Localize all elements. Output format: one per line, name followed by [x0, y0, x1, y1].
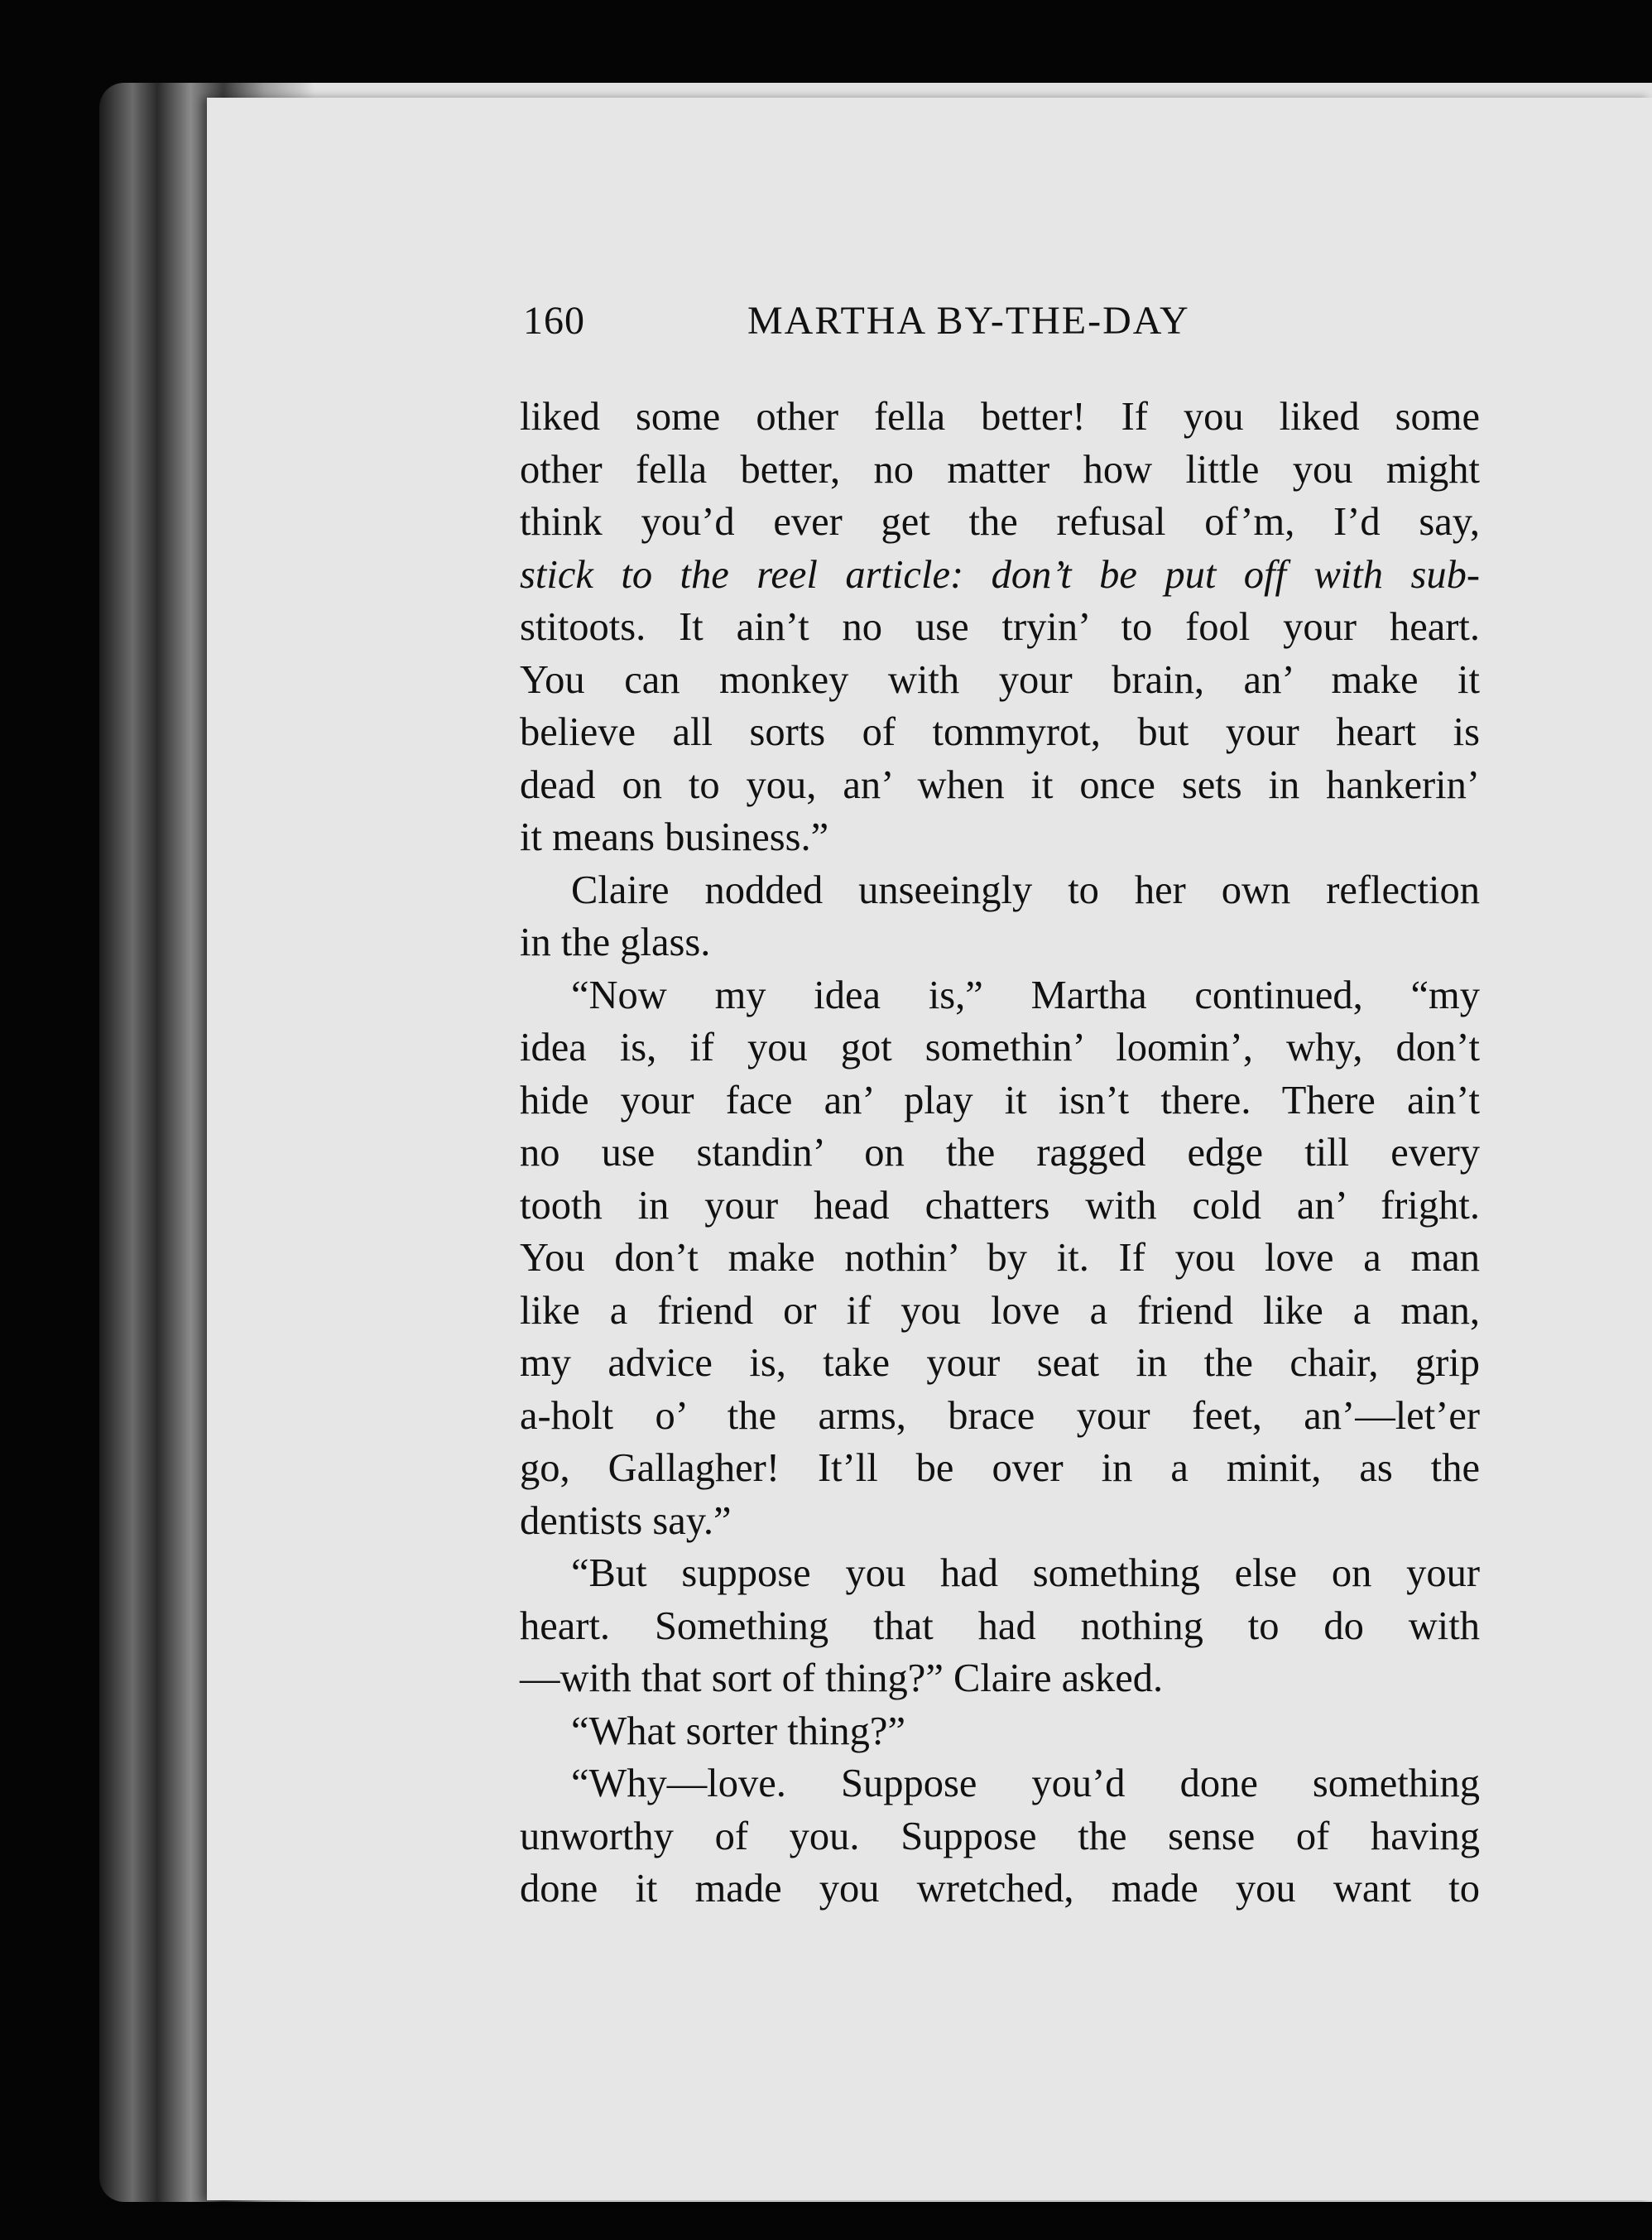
text-line-28: unworthy of you. Suppose the sense of having	[520, 1814, 1480, 1858]
text-line-24: heart. Something that had nothing to do with	[520, 1603, 1480, 1648]
text-line-14: hide your face an’ play it isn’t there. There ain’t	[520, 1078, 1480, 1122]
text-line-11: in the glass.	[520, 921, 711, 964]
text-line-21: go, Gallagher! It’ll be over in a minit, as the	[520, 1446, 1480, 1490]
text-line-9: it means business.”	[520, 815, 829, 859]
text-line-17: You don’t make nothin’ by it. If you love a man	[520, 1236, 1480, 1280]
italic-line-4: stick to the reel article: don’t be put off with sub-	[520, 552, 1480, 597]
page-text-block	[311, 298, 1486, 1916]
text-line-2: other fella better, no matter how little you might	[520, 447, 1480, 492]
text-line-27: “Why—love. Suppose you’d done something	[571, 1762, 1480, 1805]
text-line-7: believe all sorts of tommyrot, but your heart is	[520, 710, 1480, 754]
text-line-4	[520, 549, 1480, 602]
text-line-19: my advice is, take your seat in the chair, grip	[520, 1341, 1480, 1385]
text-line-26: “What sorter thing?”	[571, 1709, 905, 1753]
body-text	[520, 391, 1480, 1916]
text-line-13: idea is, if you got somethin’ loomin’, why, don’t	[520, 1026, 1480, 1070]
text-line-1: liked some other fella better! If you liked some	[520, 395, 1480, 439]
text-line-22: dentists say.”	[520, 1498, 732, 1543]
text-line-10: Claire nodded unseeingly to her own reflection	[571, 868, 1480, 912]
text-line-18: like a friend or if you love a friend like a man,	[520, 1288, 1480, 1333]
text-line-8: dead on to you, an’ when it once sets in hankerin’	[520, 762, 1480, 807]
text-line-16: tooth in your head chatters with cold an’ fright.	[520, 1183, 1480, 1228]
text-line-23: “But suppose you had something else on your	[571, 1551, 1480, 1595]
text-line-29: done it made you wretched, made you want to	[520, 1867, 1480, 1911]
text-line-5: stitoots. It ain’t no use tryin’ to fool your heart.	[520, 605, 1480, 649]
page-number: 160	[523, 299, 585, 343]
text-line-3: think you’d ever get the refusal of’m, I’d say,	[520, 500, 1480, 544]
text-line-20: a-holt o’ the arms, brace your feet, an’—let’er	[520, 1393, 1480, 1438]
text-line-12: “Now my idea is,” Martha continued, “my	[571, 973, 1480, 1017]
running-head: MARTHA BY-THE-DAY	[747, 299, 1190, 343]
text-line-25: —with that sort of thing?” Claire asked.	[520, 1656, 1164, 1700]
text-line-15: no use standin’ on the ragged edge till every	[520, 1131, 1480, 1175]
text-line-6: You can monkey with your brain, an’ make it	[520, 657, 1480, 702]
page-header	[523, 298, 1486, 351]
